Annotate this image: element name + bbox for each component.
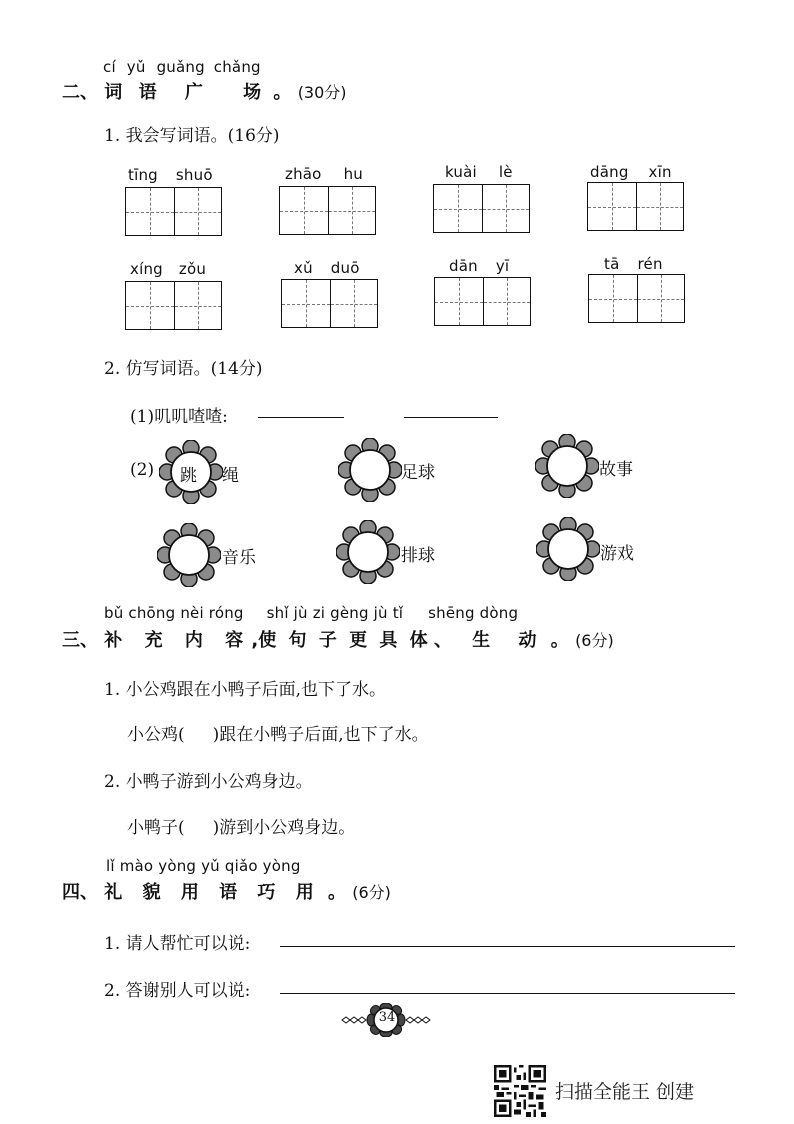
pinyin: duō bbox=[330, 259, 360, 277]
pinyin: xīn bbox=[648, 163, 672, 181]
sentence-1: 1. 小公鸡跟在小鸭子后面,也下了水。 bbox=[104, 680, 387, 700]
pinyin: zǒu bbox=[178, 260, 207, 278]
qr-code-icon bbox=[494, 1065, 546, 1117]
pinyin-guang: guǎng bbox=[156, 58, 205, 76]
flower-center-text: 跳 bbox=[180, 466, 197, 486]
answer-line[interactable] bbox=[280, 946, 735, 947]
section3-period: 。 bbox=[550, 630, 569, 651]
section2-period: 。 bbox=[273, 82, 292, 103]
section4-period: 。 bbox=[327, 882, 346, 903]
q1-title: 1. 我会写词语。(16分) bbox=[104, 126, 280, 146]
section2-score: (30分) bbox=[297, 83, 347, 102]
q4-2-label: 2. 答谢别人可以说: bbox=[104, 981, 251, 1001]
pinyin: bǔ chōng nèi róng bbox=[104, 604, 244, 622]
pinyin: rén bbox=[637, 255, 663, 273]
q4-1-label: 1. 请人帮忙可以说: bbox=[104, 934, 251, 954]
flower-icon[interactable] bbox=[535, 434, 599, 498]
sentence-1-suffix: )跟在小鸭子后面,也下了水。 bbox=[212, 725, 429, 745]
sentence-2-suffix: )游到小公鸡身边。 bbox=[212, 818, 356, 838]
writing-grid[interactable] bbox=[279, 186, 376, 235]
section2-heading bbox=[62, 78, 347, 104]
pinyin: shēng dòng bbox=[428, 604, 519, 622]
pinyin: hu bbox=[343, 165, 363, 183]
scanner-watermark-text: 扫描全能王 创建 bbox=[555, 1081, 695, 1103]
writing-grid[interactable] bbox=[587, 182, 684, 231]
pinyin-chang: chǎng bbox=[213, 58, 261, 76]
section3-char: 具 bbox=[379, 630, 398, 651]
pinyin: zhāo bbox=[285, 165, 322, 183]
q2-2-label: (2) bbox=[130, 460, 155, 480]
section4-char: 语 bbox=[219, 882, 238, 903]
flower-icon[interactable] bbox=[536, 517, 600, 581]
section2-char-4: 场 bbox=[243, 82, 262, 103]
flower-icon[interactable] bbox=[157, 523, 221, 587]
section4-char: 巧 bbox=[257, 882, 276, 903]
section3-char: 容 bbox=[225, 630, 244, 651]
section3-char: 补 bbox=[104, 630, 123, 651]
section4-heading bbox=[62, 878, 391, 904]
flower-word: 足球 bbox=[401, 463, 435, 483]
section3-number: 三、 bbox=[62, 630, 98, 651]
section3-char: 充 bbox=[144, 630, 163, 651]
section4-score: (6分) bbox=[352, 883, 391, 902]
flower-icon[interactable] bbox=[338, 438, 402, 502]
section3-char: 体 bbox=[409, 630, 428, 651]
section4-number: 四、 bbox=[62, 882, 98, 903]
pinyin: tā bbox=[604, 255, 620, 273]
writing-grid[interactable] bbox=[125, 281, 222, 330]
pinyin-yu: yǔ bbox=[126, 58, 146, 76]
section3-char: ,使 bbox=[251, 630, 277, 651]
section3-char: 内 bbox=[184, 630, 203, 651]
answer-blank[interactable] bbox=[258, 417, 344, 418]
pinyin: dān bbox=[449, 257, 478, 275]
answer-line[interactable] bbox=[280, 993, 735, 994]
pinyin: kuài bbox=[445, 163, 477, 181]
section2-char-2: 语 bbox=[138, 82, 157, 103]
section4-char: 礼 bbox=[104, 882, 123, 903]
flower-word: 音乐 bbox=[222, 548, 256, 568]
pinyin: xíng bbox=[130, 260, 163, 278]
sentence-2: 2. 小鸭子游到小公鸡身边。 bbox=[104, 772, 313, 792]
section3-char: 生 bbox=[472, 630, 491, 651]
flower-word: 游戏 bbox=[600, 544, 634, 564]
writing-grid[interactable] bbox=[125, 187, 222, 236]
pinyin: lè bbox=[498, 163, 513, 181]
writing-grid[interactable] bbox=[281, 279, 378, 328]
section4-pinyin: lǐ mào yòng yǔ qiǎo yòng bbox=[106, 857, 301, 875]
sentence-2-rewrite bbox=[127, 813, 355, 838]
section3-char: 子 bbox=[318, 630, 337, 651]
sentence-1-rewrite bbox=[127, 720, 429, 745]
pinyin: shǐ jù zi gèng jù tǐ bbox=[266, 604, 404, 622]
sentence-1-prefix: 小公鸡( bbox=[127, 725, 185, 745]
section2-number: 二、 bbox=[62, 82, 98, 103]
section4-char: 貌 bbox=[142, 882, 161, 903]
section3-heading bbox=[62, 626, 614, 652]
flower-icon[interactable] bbox=[336, 520, 400, 584]
section3-char: 动 bbox=[518, 630, 537, 651]
q2-title: 2. 仿写词语。(14分) bbox=[104, 359, 263, 379]
flower-word: 绳 bbox=[222, 466, 239, 486]
section3-char: 句 bbox=[288, 630, 307, 651]
section4-char: 用 bbox=[180, 882, 199, 903]
answer-blank[interactable] bbox=[404, 417, 498, 418]
page-number: 34 bbox=[378, 1010, 396, 1025]
writing-grid[interactable] bbox=[434, 277, 531, 326]
flower-word: 故事 bbox=[599, 460, 633, 480]
writing-grid[interactable] bbox=[588, 274, 685, 323]
writing-grid[interactable] bbox=[433, 184, 530, 233]
pinyin: tīng bbox=[128, 166, 158, 184]
pinyin: yī bbox=[495, 257, 510, 275]
flower-word: 排球 bbox=[401, 546, 435, 566]
pinyin: xǔ bbox=[294, 259, 313, 277]
section2-char-1: 词 bbox=[104, 82, 123, 103]
section3-char: 更 bbox=[349, 630, 368, 651]
section3-score: (6分) bbox=[575, 631, 614, 650]
pinyin: dāng bbox=[590, 163, 629, 181]
q2-1-label: (1)叽叽喳喳: bbox=[130, 407, 228, 427]
section2-char-3: 广 bbox=[184, 82, 203, 103]
section3-char: 、 bbox=[433, 630, 452, 651]
section4-char: 用 bbox=[295, 882, 314, 903]
pinyin: shuō bbox=[175, 166, 213, 184]
sentence-2-prefix: 小鸭子( bbox=[127, 818, 185, 838]
pinyin-ci: cí bbox=[103, 58, 116, 76]
